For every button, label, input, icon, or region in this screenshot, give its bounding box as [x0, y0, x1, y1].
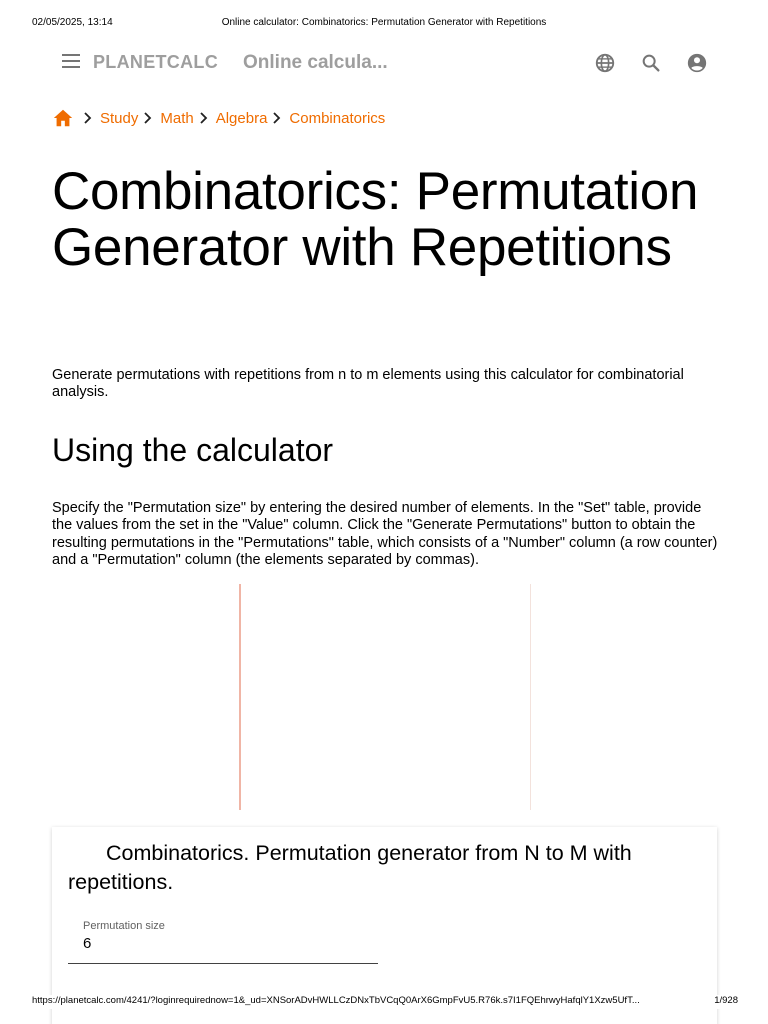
chevron-right-icon	[269, 110, 285, 126]
print-url: https://planetcalc.com/4241/?loginrequirednow=1&_ud=XNSorADvHWLLCzDNxTbVCqQ0ArX6GmpFvU5.R76k.s7I1FQEhrwyHafqlY1Xzw5UfT...	[32, 995, 640, 1006]
print-header	[32, 17, 736, 31]
page-title: Combinatorics: Permutation Generator with Repetitions	[52, 162, 699, 277]
page-counter: 1/928	[714, 995, 738, 1006]
breadcrumb-math[interactable]: Math	[160, 109, 194, 127]
instructions-text: Specify the "Permutation size" by entering the desired number of elements. In the "Set" table, provide the values from the set in the "Value" column. Click the "Generate Permutations" button to obtain the resulting permutations in the "Permutations" table, which consists of a "Number" column (a row counter) and a "Permutation" column (the elements separated by commas).	[52, 500, 718, 568]
chevron-right-icon	[140, 110, 156, 126]
breadcrumb-algebra[interactable]: Algebra	[215, 109, 268, 127]
print-document-title: Online calculator: Combinatorics: Permutation Generator with Repetitions	[221, 17, 547, 28]
chevron-right-icon	[196, 110, 212, 126]
ad-divider-left	[239, 584, 241, 810]
print-footer	[32, 995, 738, 1009]
menu-icon[interactable]	[62, 54, 80, 68]
permutation-size-label: Permutation size	[83, 920, 165, 932]
ad-placeholder	[52, 584, 716, 810]
intro-text: Generate permutations with repetitions from n to m elements using this calculator for combinatorial analysis.	[52, 367, 684, 400]
breadcrumb	[52, 106, 385, 130]
ad-divider-right	[530, 584, 531, 810]
permutation-size-input[interactable]	[83, 935, 373, 952]
chevron-right-icon	[80, 110, 96, 126]
app-bar	[52, 40, 716, 86]
section-title: Using the calculator	[52, 432, 334, 468]
account-icon[interactable]	[686, 52, 708, 74]
print-datetime: 02/05/2025, 13:14	[32, 17, 113, 28]
brand-logo[interactable]: PLANETCALC	[93, 52, 218, 72]
search-icon[interactable]	[640, 52, 662, 74]
calculator-title: Combinatorics. Permutation generator from N to M with repetitions.	[68, 841, 632, 894]
input-underline	[68, 963, 378, 964]
globe-icon[interactable]	[594, 52, 616, 74]
home-icon[interactable]	[52, 107, 74, 129]
breadcrumb-study[interactable]: Study	[100, 109, 139, 127]
breadcrumb-combinatorics[interactable]: Combinatorics	[289, 109, 386, 127]
app-title: Online calcula...	[243, 52, 388, 73]
